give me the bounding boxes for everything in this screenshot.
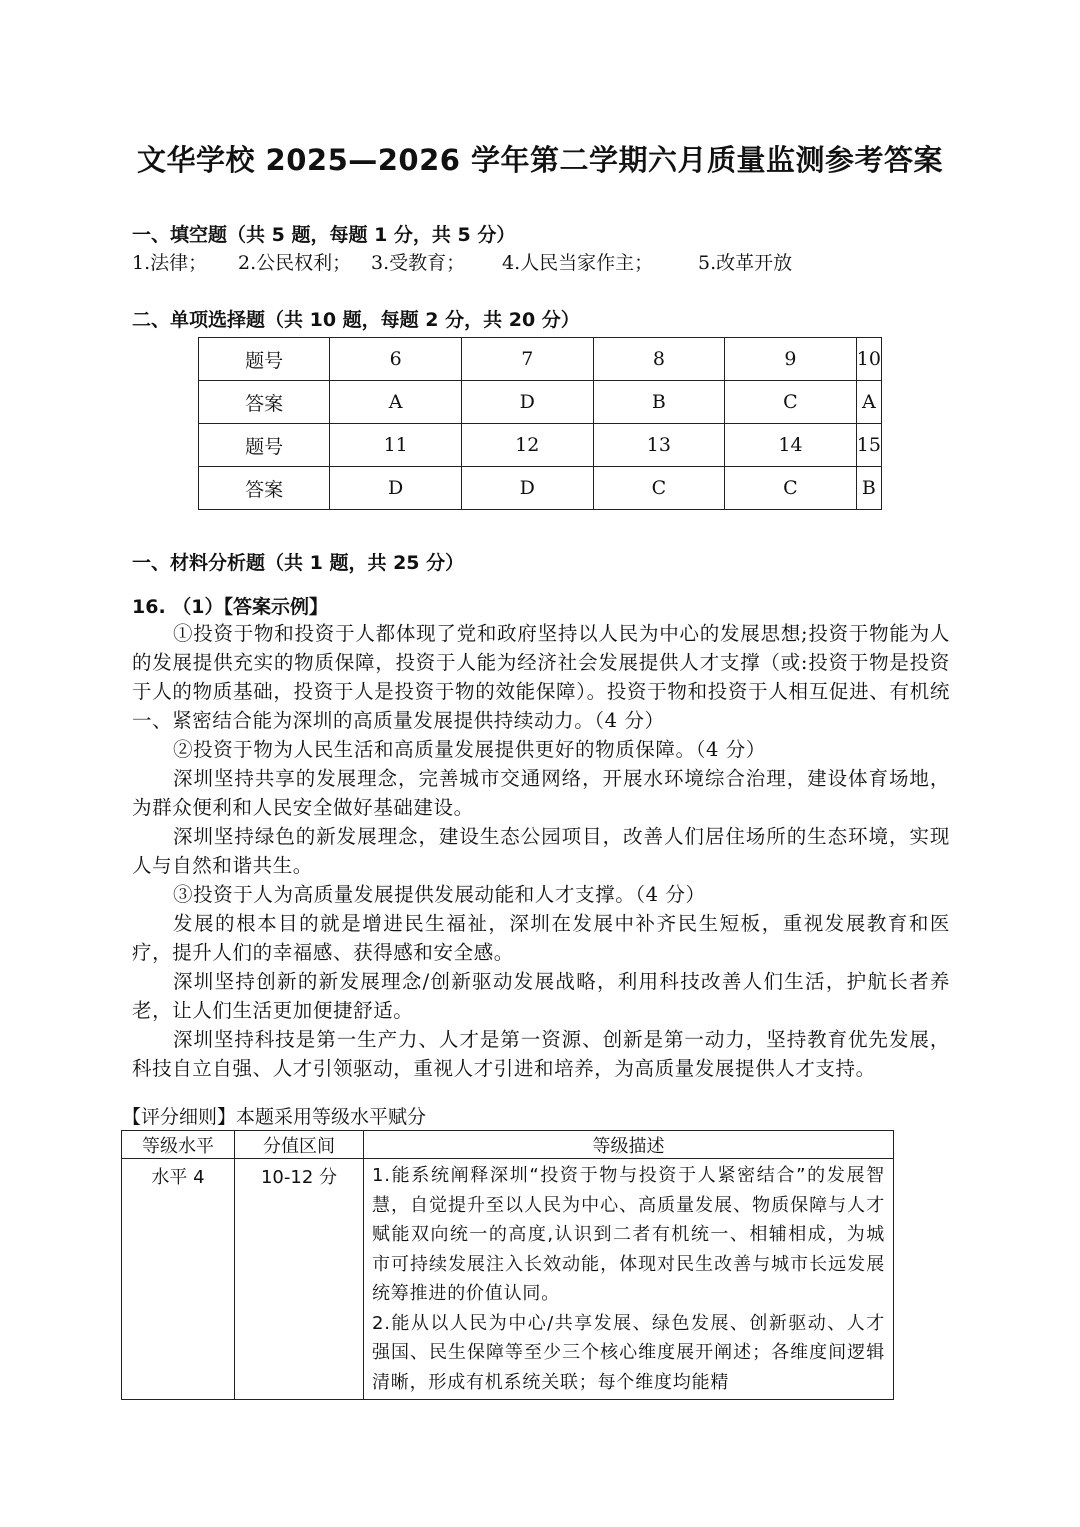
answer-paragraph: 深圳坚持绿色的新发展理念，建设生态公园项目，改善人们居住场所的生态环境，实现人与自然和谐共生。 [132, 825, 950, 877]
description-cell [364, 1159, 894, 1400]
table-cell: 题号 [199, 424, 330, 467]
description-item: 1.能系统阐释深圳“投资于物与投资于人紧密结合”的发展智慧，自觉提升至以人民为中心、高质量发展、物质保障与人才赋能双向统一的高度,认识到二者有机统一、相辅相成，为城市可持续发展注入长效动能，体现对民生改善与城市长远发展统筹推进的价值认同。 [372, 1165, 885, 1304]
table-cell: D [330, 467, 462, 510]
question-16-label: 16. （1）【答案示例】 [132, 596, 328, 618]
table-cell: A [856, 381, 881, 424]
table-cell: D [461, 467, 593, 510]
level-cell: 水平 4 [122, 1159, 235, 1400]
answer-paragraph: ①投资于物和投资于人都体现了党和政府坚持以人民为中心的发展思想;投资于物能为人的发展提供充实的物质保障，投资于人能为经济社会发展提供人才支撑（或:投资于物是投资于人的物质基础，投资于人是投资于物的效能保障）。投资于物和投资于人相互促进、有机统一、紧密结合能为深圳的高质量发展提供持续动力。（4 分） [132, 622, 950, 732]
page-title: 文华学校 2025—2026 学年第二学期六月质量监测参考答案 [136, 143, 944, 177]
table-cell: 答案 [199, 467, 330, 510]
answer-paragraph: 深圳坚持共享的发展理念，完善城市交通网络，开展水环境综合治理，建设体育场地，为群众便利和人民安全做好基础建设。 [132, 767, 950, 819]
fill-answer-1: 1.法律； [132, 252, 208, 274]
table-cell: 11 [330, 424, 462, 467]
table-cell: 8 [593, 338, 725, 381]
table-cell: 9 [725, 338, 857, 381]
section2-heading: 二、单项选择题（共 10 题，每题 2 分，共 20 分） [132, 309, 580, 331]
column-header: 等级描述 [364, 1131, 894, 1159]
table-cell: C [593, 467, 725, 510]
fill-answer-5: 5.改革开放 [698, 252, 793, 274]
table-row [199, 338, 882, 381]
table-row [122, 1159, 894, 1400]
fill-answer-3: 3.受教育； [371, 252, 466, 274]
rubric-table [121, 1130, 894, 1400]
table-cell: C [725, 467, 857, 510]
table-cell: 14 [725, 424, 857, 467]
fill-answer-2: 2.公民权利； [238, 252, 352, 274]
section3-heading: 一、材料分析题（共 1 题，共 25 分） [132, 552, 465, 574]
table-cell: 10 [856, 338, 881, 381]
answer-paragraph: ③投资于人为高质量发展提供发展动能和人才支撑。（4 分） [173, 883, 706, 906]
table-header-row [122, 1131, 894, 1159]
table-row [199, 467, 882, 510]
table-cell: 12 [461, 424, 593, 467]
description-item: 2.能从以人民为中心/共享发展、绿色发展、创新驱动、人才强国、民生保障等至少三个核心维度展开阐述；各维度间逻辑清晰，形成有机系统关联；每个维度均能精 [372, 1312, 885, 1393]
answer-paragraph: 深圳坚持创新的新发展理念/创新驱动发展战略，利用科技改善人们生活，护航长者养老，让人们生活更加便捷舒适。 [132, 970, 950, 1022]
fill-answer-4: 4.人民当家作主； [502, 252, 654, 274]
range-cell: 10-12 分 [235, 1159, 364, 1400]
table-cell: 13 [593, 424, 725, 467]
section1-heading: 一、填空题（共 5 题，每题 1 分，共 5 分） [132, 224, 516, 246]
column-header: 等级水平 [122, 1131, 235, 1159]
choice-answer-table [198, 337, 882, 510]
table-cell: B [593, 381, 725, 424]
answer-paragraph: 发展的根本目的就是增进民生福祉，深圳在发展中补齐民生短板，重视发展教育和医疗，提升人们的幸福感、获得感和安全感。 [132, 912, 950, 964]
table-row [199, 381, 882, 424]
column-header: 分值区间 [235, 1131, 364, 1159]
fill-in-answers [132, 248, 792, 275]
table-cell: A [330, 381, 462, 424]
table-row [199, 424, 882, 467]
table-cell: 题号 [199, 338, 330, 381]
rubric-heading: 【评分细则】本题采用等级水平赋分 [122, 1106, 427, 1128]
table-cell: 15 [856, 424, 881, 467]
answer-paragraph: 深圳坚持科技是第一生产力、人才是第一资源、创新是第一动力，坚持教育优先发展，科技自立自强、人才引领驱动，重视人才引进和培养，为高质量发展提供人才支持。 [132, 1028, 950, 1080]
table-cell: 答案 [199, 381, 330, 424]
table-cell: D [461, 381, 593, 424]
table-cell: C [725, 381, 857, 424]
table-cell: 6 [330, 338, 462, 381]
table-cell: 7 [461, 338, 593, 381]
answer-paragraph: ②投资于物为人民生活和高质量发展提供更好的物质保障。（4 分） [173, 738, 766, 761]
table-cell: B [856, 467, 881, 510]
